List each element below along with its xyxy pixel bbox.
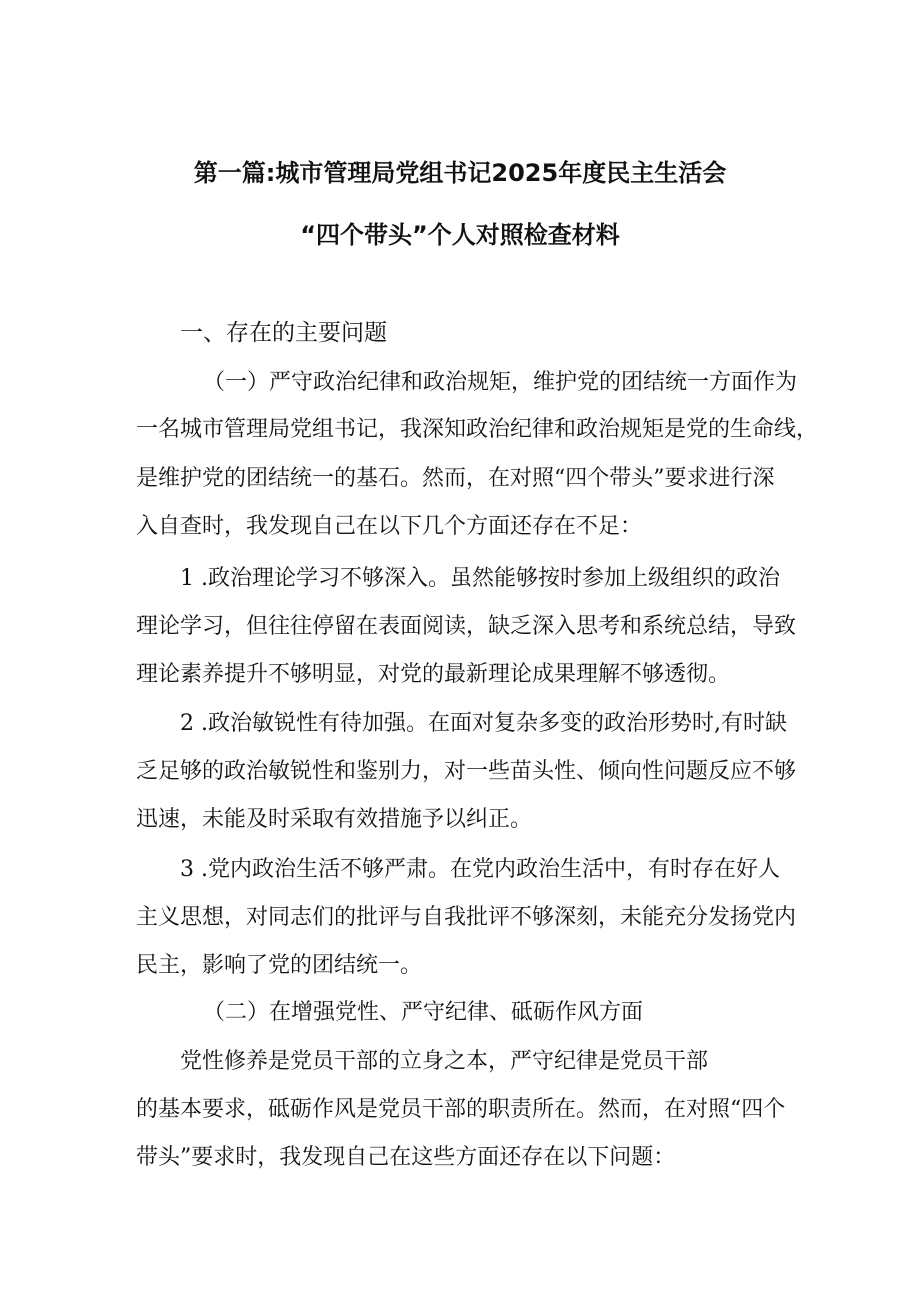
subsection-heading: （二）在增强党性、严守纪律、砥砺作风方面 bbox=[203, 1000, 644, 1025]
paragraph-line: 3 .党内政治生活不够严肃。在党内政治生活中，有时存在好人 bbox=[180, 857, 780, 882]
document-title-line-2: “四个带头”个人对照检查材料 bbox=[300, 221, 620, 249]
paragraph-line: 2 .政治敏锐性有待加强。在面对复杂多变的政治形势时,有时缺 bbox=[180, 711, 787, 736]
paragraph-line: （一）严守政治纪律和政治规矩，维护党的团结统一方面作为 bbox=[203, 370, 798, 395]
paragraph-line: 入自查时，我发现自己在以下几个方面还存在不足： bbox=[136, 514, 643, 539]
paragraph-line: 主义思想，对同志们的批评与自我批评不够深刻，未能充分发扬党内 bbox=[136, 905, 797, 930]
paragraph-line: 是维护党的团结统一的基石。然而，在对照“四个带头”要求进行深 bbox=[136, 466, 775, 491]
paragraph-line: 的基本要求，砥砺作风是党员干部的职责所在。然而，在对照“四个 bbox=[136, 1097, 786, 1122]
paragraph-line: 理论素养提升不够明显，对党的最新理论成果理解不够透彻。 bbox=[136, 662, 731, 687]
paragraph-line: 民主，影响了党的团结统一。 bbox=[136, 953, 423, 978]
document-title-line-1: 第一篇:城市管理局党组书记2025年度民主生活会 bbox=[193, 159, 727, 187]
paragraph-line: 理论学习，但往往停留在表面阅读，缺乏深入思考和系统总结，导致 bbox=[136, 614, 797, 639]
paragraph-line: 乏足够的政治敏锐性和鉴别力，对一些苗头性、倾向性问题反应不够 bbox=[136, 759, 797, 784]
paragraph-line: 1 .政治理论学习不够深入。虽然能够按时参加上级组织的政治 bbox=[180, 566, 780, 591]
section-heading: 一、存在的主要问题 bbox=[180, 320, 387, 346]
paragraph-line: 一名城市管理局党组书记，我深知政治纪律和政治规矩是党的生命线， bbox=[136, 417, 819, 442]
paragraph-line: 带头”要求时，我发现自己在这些方面还存在以下问题： bbox=[136, 1145, 676, 1170]
paragraph-line: 迅速，未能及时采取有效措施予以纠正。 bbox=[136, 807, 533, 832]
paragraph-line: 党性修养是党员干部的立身之本，严守纪律是党员干部 bbox=[180, 1049, 709, 1074]
